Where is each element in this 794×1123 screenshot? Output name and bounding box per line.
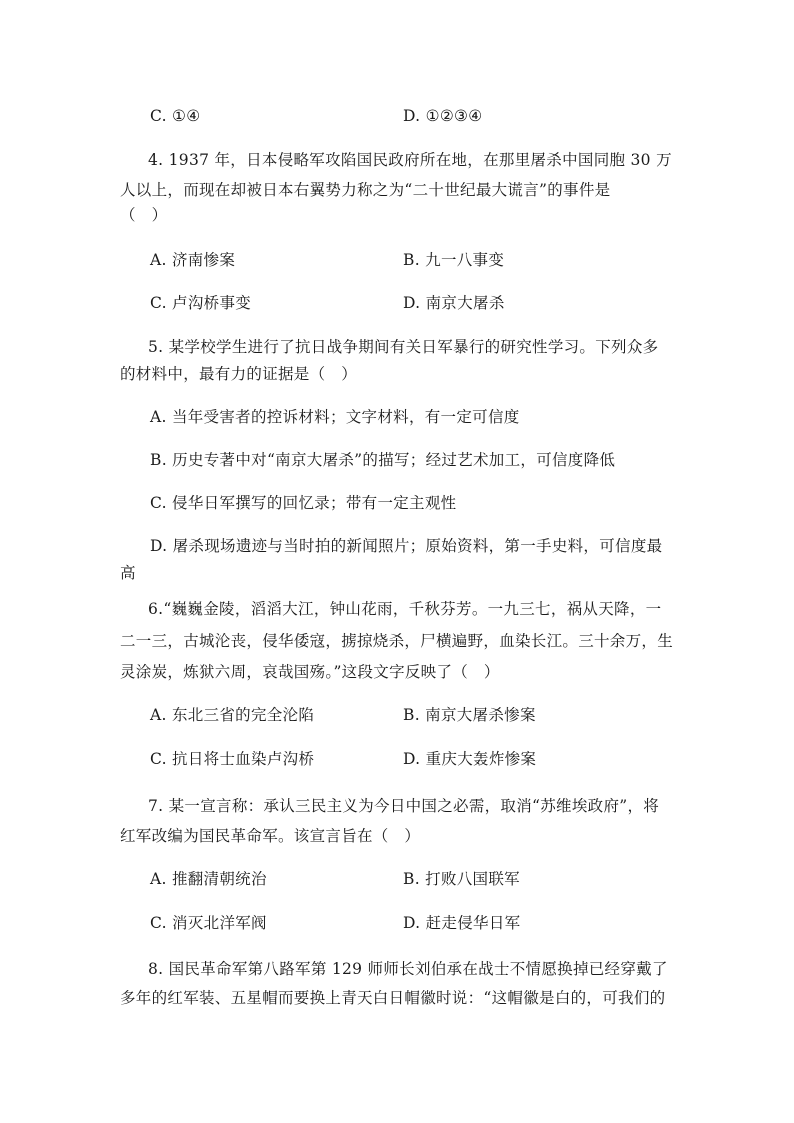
q6-option-a: A. 东北三省的完全沦陷 xyxy=(150,706,315,724)
q7-stem-line-1: 7. 某一宣言称：承认三民主义为今日中国之必需，取消“苏维埃政府”，将 xyxy=(148,797,660,815)
q6-option-c: C. 抗日将士血染卢沟桥 xyxy=(150,750,315,768)
q6-stem-line-2: 二一三，古城沦丧，侵华倭寇，掳掠烧杀，尸横遍野，血染长江。三十余万，生 xyxy=(120,632,674,650)
q5-option-c: C. 侵华日军撰写的回忆录；带有一定主观性 xyxy=(150,494,457,512)
q4-option-b: B. 九一八事变 xyxy=(403,251,505,269)
q4-option-c: C. 卢沟桥事变 xyxy=(150,294,252,312)
q8-stem-line-2: 多年的红军装、五星帽而要换上青天白日帽徽时说：“这帽徽是白的，可我们的 xyxy=(120,989,666,1007)
q5-option-b: B. 历史专著中对“南京大屠杀”的描写；经过艺术加工，可信度降低 xyxy=(150,451,616,469)
q7-option-a: A. 推翻清朝统治 xyxy=(150,870,267,888)
q4-option-a: A. 济南惨案 xyxy=(150,251,236,269)
q3-option-c: C. ①④ xyxy=(150,107,201,125)
q7-option-b: B. 打败八国联军 xyxy=(403,870,520,888)
q6-stem-line-3: 灵涂炭，炼狱六周，哀哉国殇。”这段文字反映了（ ） xyxy=(120,663,500,681)
q6-option-b: B. 南京大屠杀惨案 xyxy=(403,706,536,724)
q3-option-d: D. ①②③④ xyxy=(403,107,483,125)
q4-stem-line-1: 4. 1937 年，日本侵略军攻陷国民政府所在地，在那里屠杀中国同胞 30 万 xyxy=(148,151,672,169)
q5-stem-line-1: 5. 某学校学生进行了抗日战争期间有关日军暴行的研究性学习。下列众多 xyxy=(148,338,659,356)
q6-option-d: D. 重庆大轰炸惨案 xyxy=(403,750,537,768)
q8-stem-line-1: 8. 国民革命军第八路军第 129 师师长刘伯承在战士不情愿换掉已经穿戴了 xyxy=(148,960,668,978)
q7-option-c: C. 消灭北洋军阀 xyxy=(150,914,267,932)
q7-stem-line-2: 红军改编为国民革命军。该宣言旨在（ ） xyxy=(120,827,421,845)
q7-option-d: D. 赶走侵华日军 xyxy=(403,914,521,932)
q4-option-d: D. 南京大屠杀 xyxy=(403,294,505,312)
q5-option-d-line-2: 高 xyxy=(120,564,136,582)
q4-stem-line-3: （ ） xyxy=(120,206,168,224)
q4-stem-line-2: 人以上，而现在却被日本右翼势力称之为“二十世纪最大谎言”的事件是 xyxy=(120,181,611,199)
q5-option-a: A. 当年受害者的控诉材料；文字材料，有一定可信度 xyxy=(150,408,520,426)
q5-stem-line-2: 的材料中，最有力的证据是（ ） xyxy=(120,365,358,383)
q5-option-d-line-1: D. 屠杀现场遗迹与当时拍的新闻照片；原始资料，第一手史料，可信度最 xyxy=(150,537,663,555)
q6-stem-line-1: 6.“巍巍金陵，滔滔大江，钟山花雨，千秋芬芳。一九三七，祸从天降，一 xyxy=(148,600,662,618)
